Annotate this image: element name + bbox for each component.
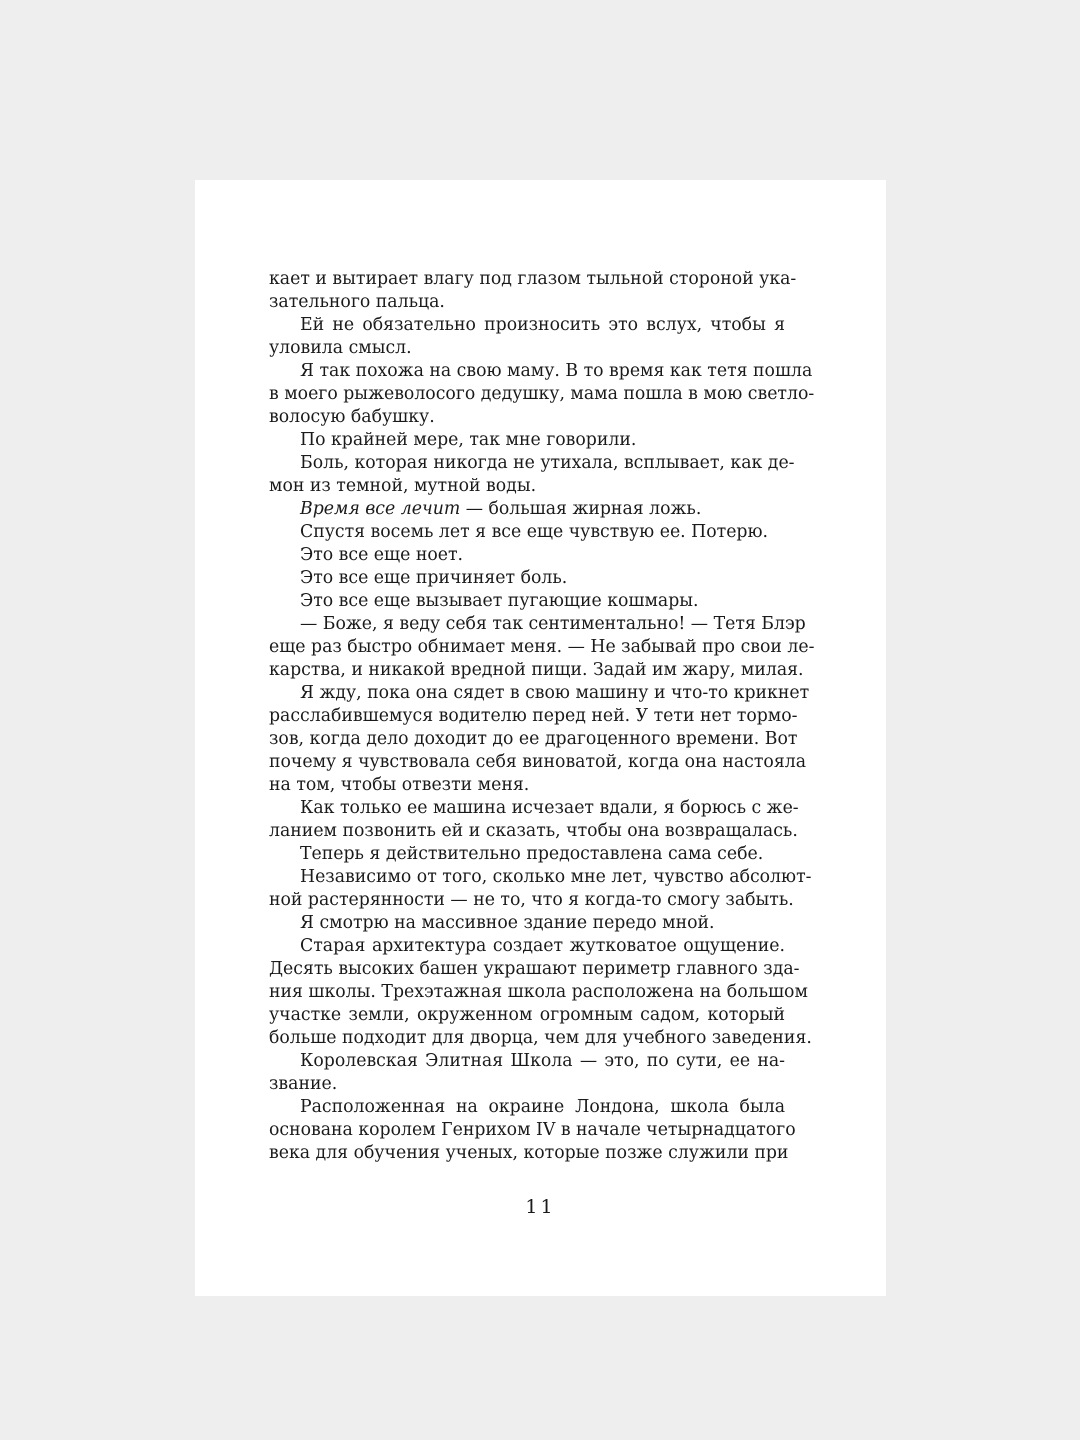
body-text (269, 268, 815, 1165)
text-line (269, 889, 794, 912)
text-line (269, 659, 804, 682)
line-text: Ей не обязательно произносить это вслух, чтобы я (300, 315, 785, 335)
text-line (269, 1142, 789, 1165)
line-text: участке земли, окруженном огромным садом, который (269, 1005, 785, 1025)
line-text: зательного пальца. (269, 292, 445, 312)
line-text: — большая жирная ложь. (460, 499, 702, 519)
line-text: звание. (269, 1074, 338, 1094)
book-page (195, 180, 886, 1296)
line-text: ной растерянности — не то, что я когда-то смогу забыть. (269, 890, 794, 910)
line-text: на том, чтобы отвезти меня. (269, 775, 530, 795)
line-text: Боль, которая никогда не утихала, всплывает, как де- (300, 453, 795, 473)
text-line (269, 935, 785, 958)
text-line (269, 866, 812, 889)
text-line (269, 360, 813, 383)
text-line (269, 1050, 785, 1073)
text-line (269, 682, 810, 705)
text-line (269, 498, 785, 521)
line-text: Старая архитектура создает жутковатое ощущение. (300, 936, 785, 956)
line-text: уловила смысл. (269, 338, 412, 358)
text-line (269, 613, 806, 636)
line-text: Это все еще причиняет боль. (300, 568, 568, 588)
line-text: волосую бабушку. (269, 407, 435, 427)
text-line (269, 521, 785, 544)
text-line (269, 429, 785, 452)
text-line (269, 958, 800, 981)
text-line (269, 1073, 785, 1096)
text-line (269, 1119, 796, 1142)
text-line (269, 797, 799, 820)
line-text: ния школы. Трехэтажная школа расположена на большом (269, 982, 808, 1002)
line-text: основана королем Генрихом IV в начале четырнадцатого (269, 1120, 796, 1140)
page-number: 11 (525, 1196, 556, 1218)
text-line (269, 567, 785, 590)
line-text: зов, когда дело доходит до ее драгоценного времени. Вот (269, 729, 798, 749)
text-line (269, 820, 798, 843)
text-line (269, 475, 785, 498)
line-text: в моего рыжеволосого дедушку, мама пошла в мою светло- (269, 384, 815, 404)
line-text: Десять высоких башен украшают периметр главного зда- (269, 959, 800, 979)
text-line (269, 544, 785, 567)
text-line (269, 1027, 812, 1050)
text-line (269, 406, 785, 429)
text-line (269, 590, 785, 613)
text-line (269, 912, 785, 935)
text-line (269, 728, 798, 751)
line-text: Королевская Элитная Школа — это, по сути, ее на- (300, 1051, 785, 1071)
text-line (269, 314, 785, 337)
line-text: Как только ее машина исчезает вдали, я борюсь с же- (300, 798, 799, 818)
text-line (269, 291, 785, 314)
line-text: Я смотрю на массивное здание передо мной. (300, 913, 715, 933)
line-text: почему я чувствовала себя виноватой, когда она настояла (269, 752, 807, 772)
line-text: расслабившемуся водителю перед ней. У тети нет тормо- (269, 706, 798, 726)
text-line (269, 751, 807, 774)
line-text: Я жду, пока она сядет в свою машину и что-то крикнет (300, 683, 810, 703)
line-text: Спустя восемь лет я все еще чувствую ее. Потерю. (300, 522, 769, 542)
line-text: карства, и никакой вредной пищи. Задай им жару, милая. (269, 660, 804, 680)
line-text: По крайней мере, так мне говорили. (300, 430, 637, 450)
line-text: еще раз быстро обнимает меня. — Не забывай про свои ле- (269, 637, 815, 657)
text-line (269, 774, 785, 797)
italic-phrase: Время все лечит (300, 499, 461, 519)
text-line (269, 636, 815, 659)
line-text: Это все еще ноет. (300, 545, 464, 565)
line-text: ланием позвонить ей и сказать, чтобы она возвращалась. (269, 821, 798, 841)
line-text: Теперь я действительно предоставлена сама себе. (300, 844, 764, 864)
text-line (269, 1096, 785, 1119)
text-line (269, 1004, 785, 1027)
line-text: мон из темной, мутной воды. (269, 476, 537, 496)
line-text: Это все еще вызывает пугающие кошмары. (300, 591, 699, 611)
text-line (269, 981, 808, 1004)
line-text: кает и вытирает влагу под глазом тыльной стороной ука- (269, 269, 797, 289)
text-line (269, 268, 797, 291)
line-text: Я так похожа на свою маму. В то время как тетя пошла (300, 361, 813, 381)
line-text: — Боже, я веду себя так сентиментально! — Тетя Блэр (300, 614, 806, 634)
text-line (269, 705, 798, 728)
line-text: больше подходит для дворца, чем для учебного заведения. (269, 1028, 812, 1048)
text-line (269, 843, 785, 866)
text-line (269, 383, 815, 406)
text-line (269, 337, 785, 360)
line-text: Независимо от того, сколько мне лет, чувство абсолют- (300, 867, 812, 887)
line-text: Расположенная на окраине Лондона, школа была (300, 1097, 785, 1117)
text-line (269, 452, 795, 475)
line-text: века для обучения ученых, которые позже служили при (269, 1143, 789, 1163)
